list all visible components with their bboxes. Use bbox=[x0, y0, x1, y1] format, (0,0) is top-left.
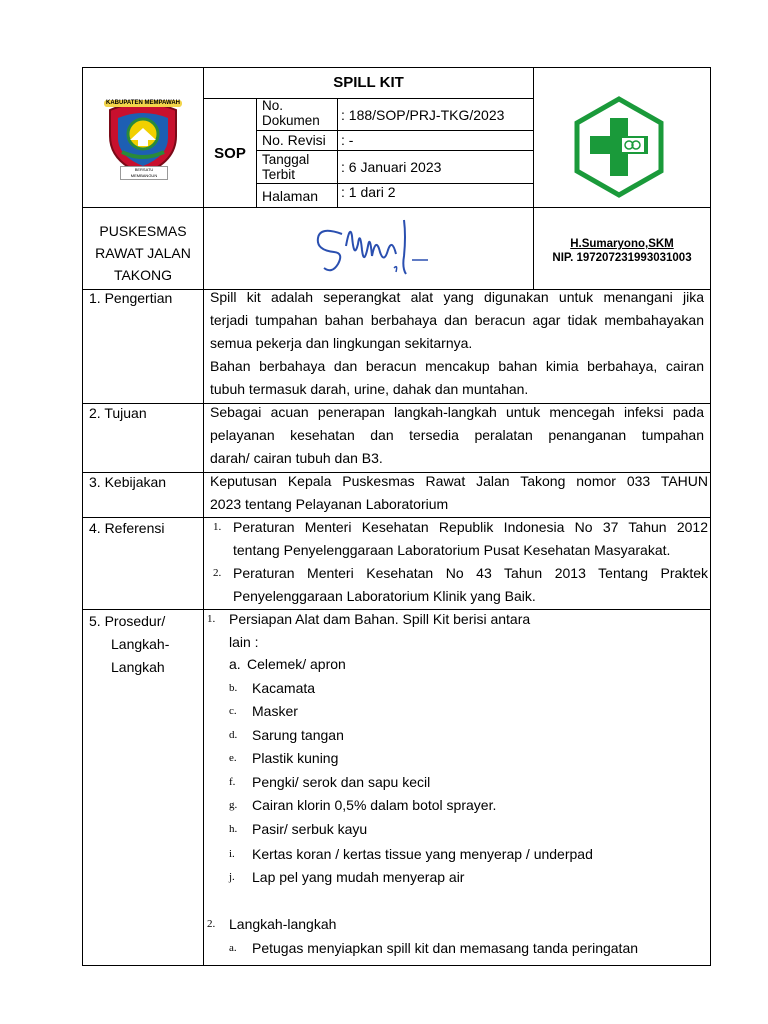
tujuan-line-1: Sebagai acuan penerapan langkah-langkah untuk mencegah infeksi pada bbox=[210, 404, 704, 420]
revision-label: No. Revisi bbox=[262, 132, 326, 148]
prosedur-label-line-2: Langkah- bbox=[111, 636, 170, 652]
prosedur-step1-marker: 1. bbox=[207, 613, 216, 625]
prosedur-item-i-marker: i. bbox=[229, 848, 235, 860]
pengertian-line-4: Bahan berbahaya dan beracun mencakup bahan kimia berbahaya, cairan bbox=[210, 358, 704, 374]
prosedur-step2-marker: 2. bbox=[207, 918, 216, 930]
prosedur-item-j-marker: j. bbox=[229, 871, 235, 883]
logo-left bbox=[100, 92, 186, 178]
prosedur-item-f-marker: f. bbox=[229, 776, 236, 788]
referensi-marker-1: 1. bbox=[213, 521, 222, 533]
prosedur-item-e-marker: e. bbox=[229, 752, 237, 764]
logo-left-motto: BERSATU MEMBANGUN bbox=[120, 166, 168, 180]
prosedur-label-line-3: Langkah bbox=[111, 659, 165, 675]
issue-date-label bbox=[262, 152, 309, 182]
facility-name bbox=[83, 220, 203, 286]
prosedur-item-c-marker: c. bbox=[229, 705, 237, 717]
kebijakan-line-1: Keputusan Kepala Puskesmas Rawat Jalan Takong nomor 033 TAHUN bbox=[210, 473, 708, 489]
tujuan-line-3: darah/ cairan tubuh dan B3. bbox=[210, 450, 383, 466]
pengertian-line-2: terjadi tumpahan bahan berbahaya dan beracun agar tidak membahayakan bbox=[210, 312, 704, 328]
facility-name-line-2: RAWAT JALAN bbox=[95, 245, 191, 261]
tujuan-line-2: pelayanan kesehatan dan tersedia peralatan penanganan tumpahan bbox=[210, 427, 704, 443]
prosedur-step2-item-a: Petugas menyiapkan spill kit dan memasang tanda peringatan bbox=[252, 940, 639, 956]
prosedur-item-a-marker: a. bbox=[229, 656, 241, 672]
prosedur-item-h: Pasir/ serbuk kayu bbox=[252, 821, 368, 837]
prosedur-item-b-marker: b. bbox=[229, 682, 238, 694]
logo-left-banner: KABUPATEN MEMPAWAH bbox=[106, 100, 180, 106]
prosedur-item-f: Pengki/ serok dan sapu kecil bbox=[252, 774, 431, 790]
prosedur-item-i: Kertas koran / kertas tissue yang menyerap / underpad bbox=[252, 846, 593, 862]
prosedur-step2-item-a-marker: a. bbox=[229, 942, 237, 954]
prosedur-item-e: Plastik kuning bbox=[252, 750, 339, 766]
prosedur-step1-line-2: lain : bbox=[229, 634, 259, 650]
doc-number-value: : 188/SOP/PRJ-TKG/2023 bbox=[341, 107, 505, 123]
prosedur-item-j: Lap pel yang mudah menyerap air bbox=[252, 869, 465, 885]
prosedur-item-g: Cairan klorin 0,5% dalam botol sprayer. bbox=[252, 797, 497, 813]
prosedur-item-d-marker: d. bbox=[229, 729, 238, 741]
section-label-tujuan: 2. Tujuan bbox=[89, 405, 147, 421]
prosedur-label-line-1: 5. Prosedur/ bbox=[89, 613, 166, 629]
pengertian-line-5: tubuh termasuk darah, urine, dahak dan muntahan. bbox=[210, 381, 529, 397]
page-label: Halaman bbox=[262, 188, 319, 204]
doc-number-label-line-1: No. bbox=[262, 98, 284, 113]
signature bbox=[312, 216, 432, 280]
prosedur-step2: Langkah-langkah bbox=[229, 916, 337, 932]
document-title: SPILL KIT bbox=[333, 74, 404, 91]
section-label-kebijakan: 3. Kebijakan bbox=[89, 474, 167, 490]
referensi-marker-2: 2. bbox=[213, 567, 222, 579]
prosedur-item-b: Kacamata bbox=[252, 680, 316, 696]
signer-name: H.Sumaryono,SKM bbox=[570, 238, 674, 250]
prosedur-item-h-marker: h. bbox=[229, 823, 238, 835]
facility-name-line-1: PUSKESMAS bbox=[99, 223, 187, 239]
sop-label: SOP bbox=[214, 145, 246, 162]
issue-date-label-line-1: Tanggal bbox=[262, 152, 310, 167]
doc-number-label bbox=[262, 98, 320, 128]
referensi-2-line-1: Peraturan Menteri Kesehatan No 43 Tahun 2013 Tentang Praktek bbox=[233, 565, 708, 581]
issue-date-value: : 6 Januari 2023 bbox=[341, 159, 442, 175]
kebijakan-line-2: 2023 tentang Pelayanan Laboratorium bbox=[210, 496, 449, 512]
referensi-1-line-1: Peraturan Menteri Kesehatan Republik Indonesia No 37 Tahun 2012 bbox=[233, 519, 708, 535]
signer-nip: NIP. 197207231993031003 bbox=[552, 252, 692, 264]
prosedur-item-d: Sarung tangan bbox=[252, 727, 344, 743]
section-label-prosedur bbox=[89, 610, 169, 679]
pengertian-line-1: Spill kit adalah seperangkat alat yang digunakan untuk menangani jika bbox=[210, 289, 704, 305]
prosedur-step1-line-1: Persiapan Alat dam Bahan. Spill Kit berisi antara bbox=[229, 611, 531, 627]
referensi-1-line-2: tentang Penyelenggaraan Laboratorium Pusat Kesehatan Masyarakat. bbox=[233, 542, 671, 558]
logo-right-health-cross bbox=[573, 96, 665, 198]
facility-name-line-3: TAKONG bbox=[113, 267, 173, 283]
referensi-2-line-2: Penyelenggaraan Laboratorium Klinik yang Baik. bbox=[233, 588, 536, 604]
revision-value: : - bbox=[341, 132, 354, 148]
page-value: : 1 dari 2 bbox=[341, 184, 396, 200]
section-label-referensi: 4. Referensi bbox=[89, 520, 165, 536]
section-label-pengertian: 1. Pengertian bbox=[89, 290, 173, 306]
signer-block bbox=[534, 237, 710, 265]
prosedur-item-a: Celemek/ apron bbox=[247, 656, 346, 672]
prosedur-item-c: Masker bbox=[252, 703, 298, 719]
prosedur-item-g-marker: g. bbox=[229, 799, 238, 811]
issue-date-label-line-2: Terbit bbox=[262, 167, 296, 182]
doc-number-label-line-2: Dokumen bbox=[262, 113, 320, 128]
pengertian-line-3: semua pekerja dan lingkungan sekitarnya. bbox=[210, 335, 473, 351]
